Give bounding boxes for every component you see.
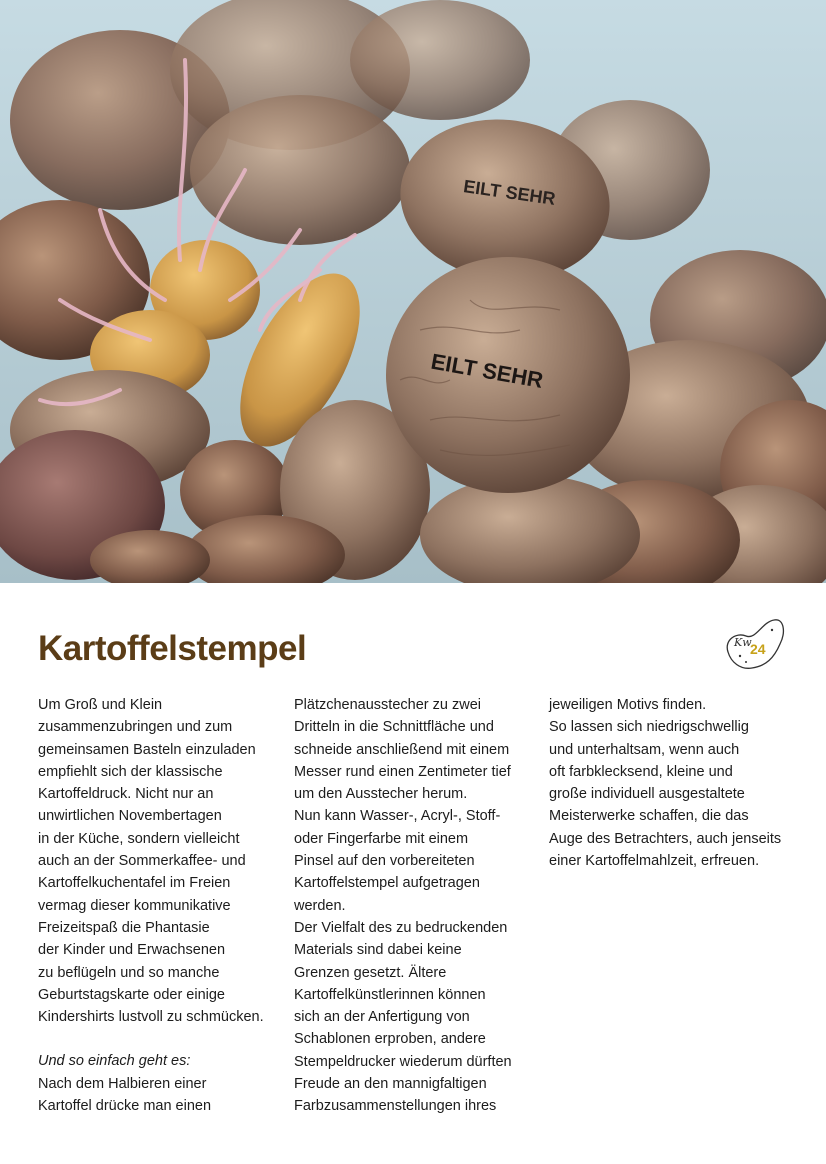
column2-paragraph: Plätzchenausstecher zu zwei Dritteln in die Schnittfläche und schneide anschließend mit einem Messer rund einen Zentimeter tief um den Ausstecher herum. Nun kann Wasser-, Acryl-, Stoff- oder Fingerfarbe mit einem Pinsel auf den vorbereiteten Kartoffelstempel aufgetragen werden. Der Vielfalt des zu bedruckenden Materials sind dabei keine Grenzen gesetzt. Ältere Kartoffelkünstlerinnen können sich an der Anfertigung von Schablonen erproben, andere Stempeldrucker wiederum dürften Freude an den mannigfaltigen Farbzusammenstellungen ihres — [294, 697, 512, 1115]
stamp-text-back: EILT SEHR — [462, 176, 557, 209]
column3-paragraph: jeweiligen Motivs finden. So lassen sich niedrigschwellig und unterhaltsam, wenn auch oft farbklecksend, kleine und große individuell ausgestaltete Meisterwerke schaffen, die das Auge des Betrachters, auch jenseits einer Kartoffelmahlzeit, erfreuen. — [549, 697, 782, 870]
kw-label: Kw — [734, 636, 752, 649]
article-title: Kartoffelstempel — [38, 629, 307, 668]
column1-paragraph: Um Groß und Klein zusammenzubringen und zum gemeinsamen Basteln einzuladen empfiehlt sich der klassische Kartoffeldruck. Nicht nur an unwirtlichen Novembertagen in der Küche, sondern vielleicht auch an der Sommerkaffee- und Kartoffelkuchentafel im Freien vermag dieser kommunikative Freizeitspaß die Phantasie der Kinder und Erwachsenen zu beflügeln und so manche Geburtstagskarte oder einige Kindershirts lustvoll zu schmücken. — [38, 697, 264, 1026]
column1-subheading: Und so einfach geht es: — [38, 1053, 191, 1070]
column1-continuation: Nach dem Halbieren einer Kartoffel drücke man einen — [38, 1075, 212, 1115]
text-column-3 — [549, 694, 794, 872]
stamp-text-front: EILT SEHR — [429, 348, 545, 393]
calendar-week-number: 24 — [750, 641, 766, 657]
text-column-2 — [294, 694, 539, 1118]
text-column-1 — [38, 694, 283, 1117]
